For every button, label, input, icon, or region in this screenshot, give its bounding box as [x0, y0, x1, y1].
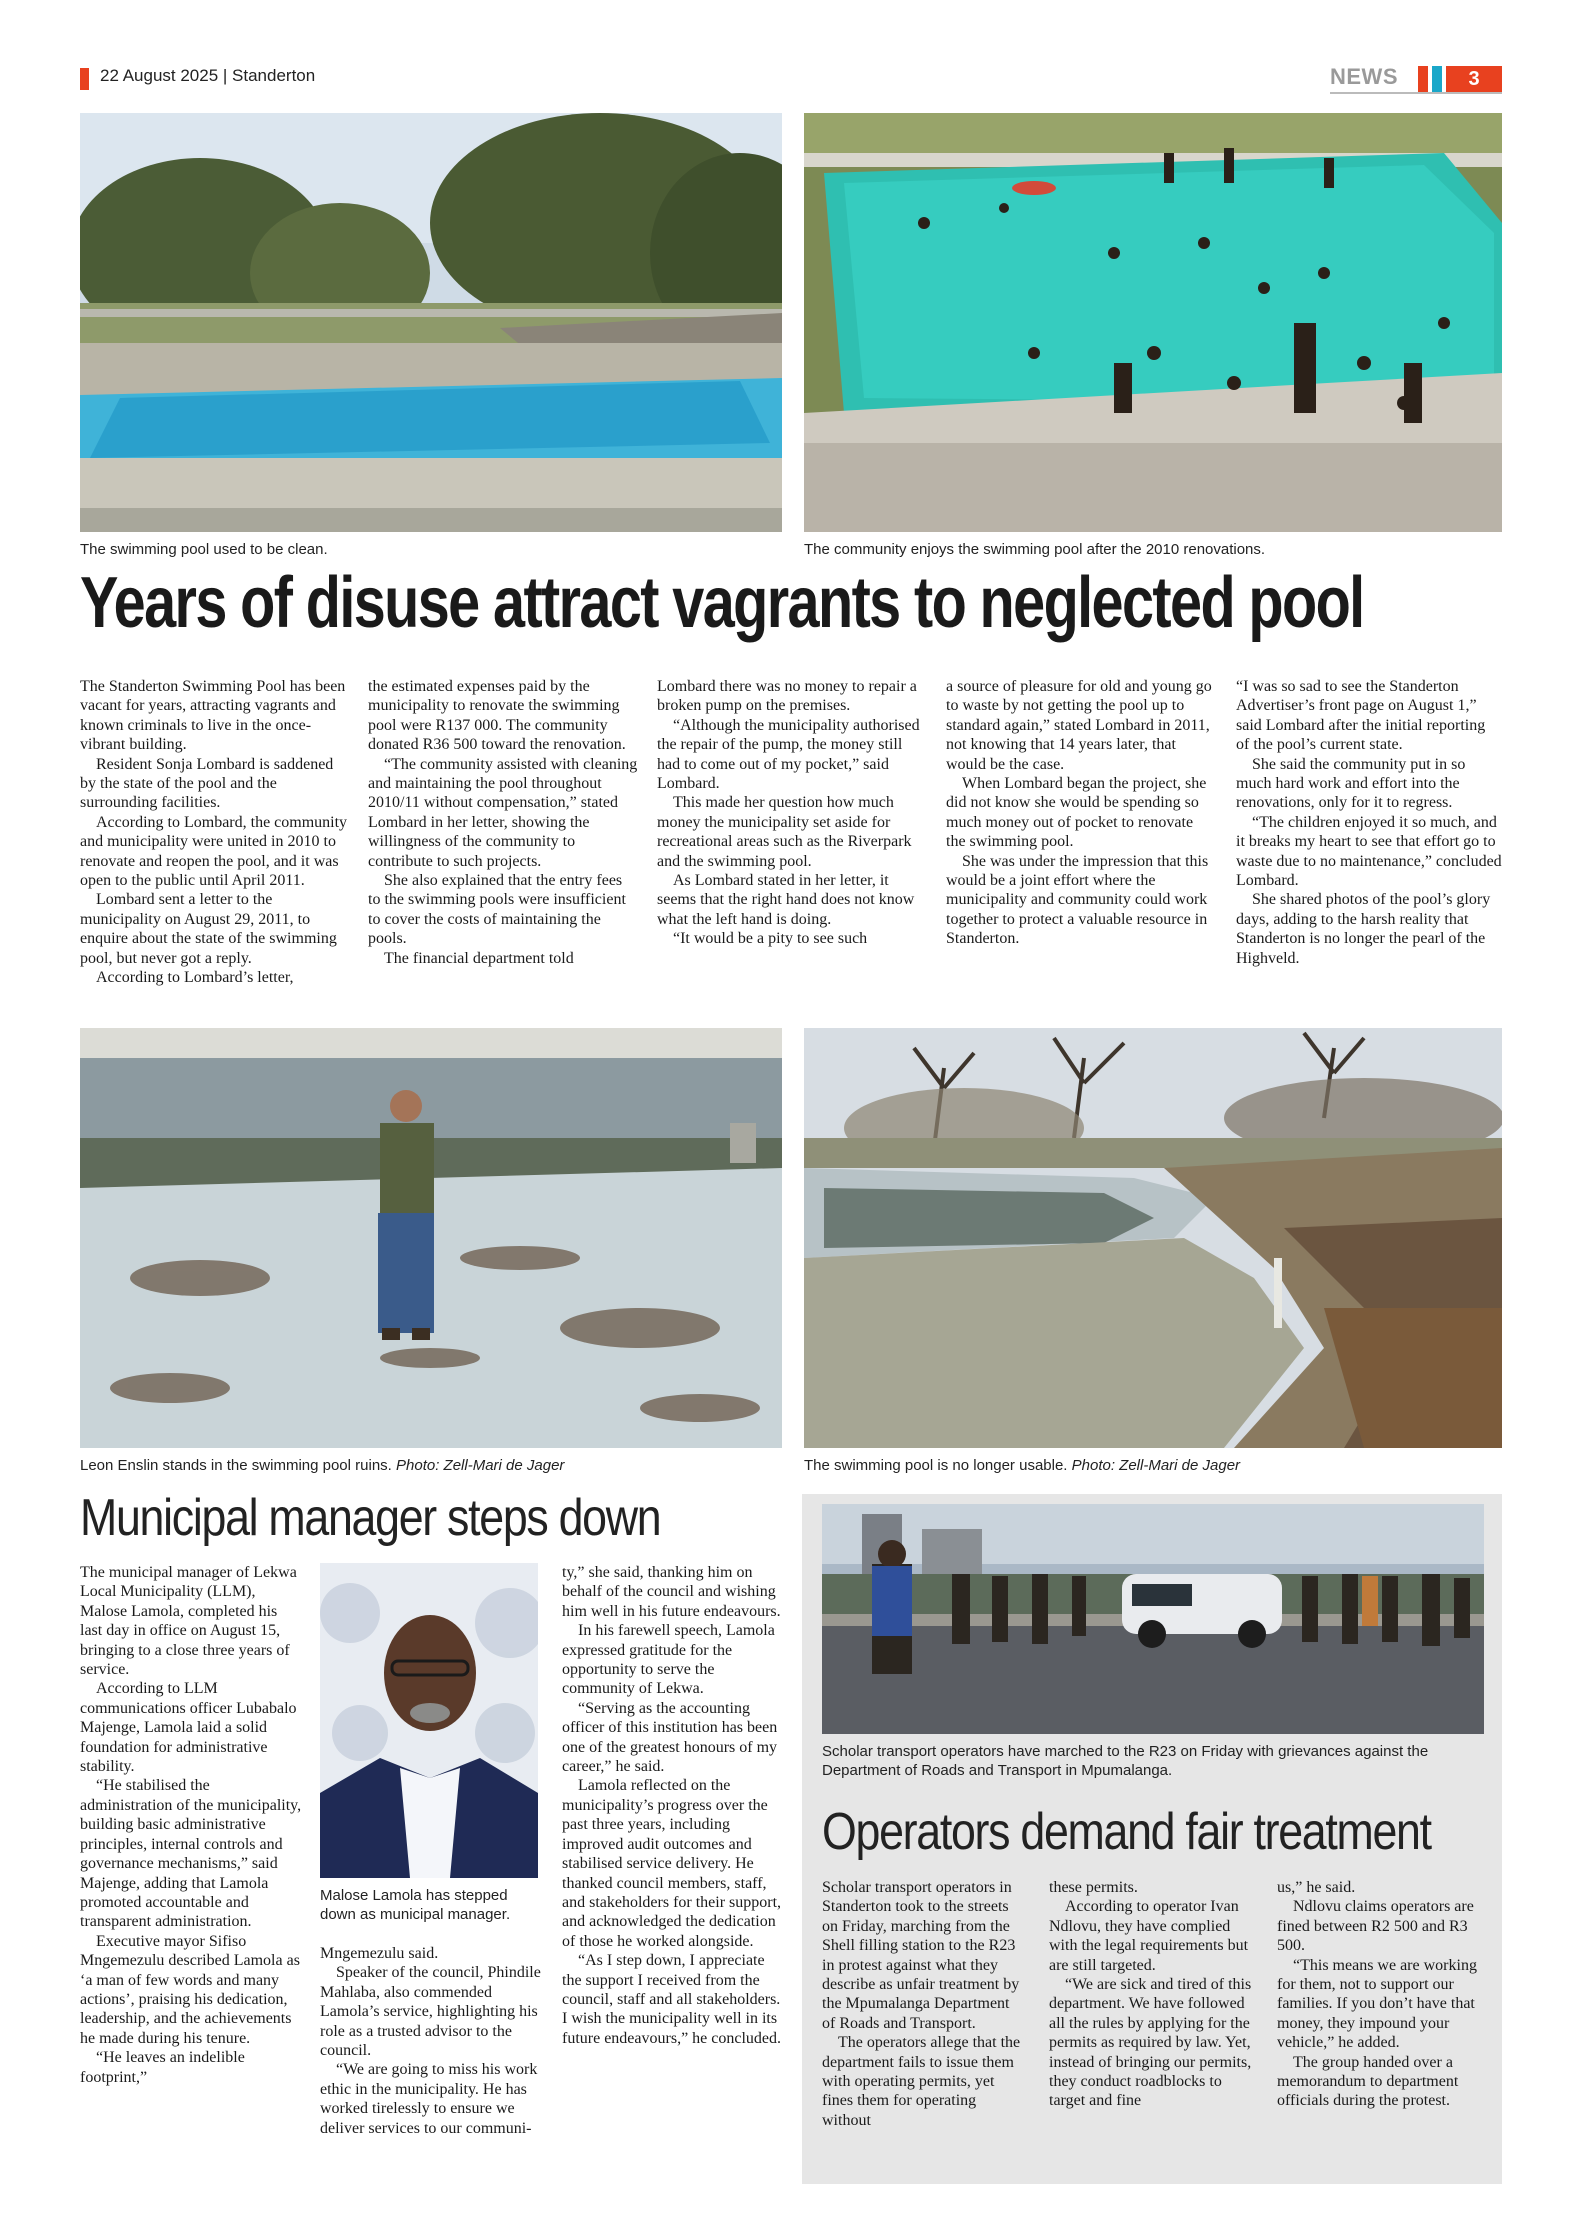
paragraph: The financial department told — [384, 949, 574, 967]
main-headline: Years of disuse attract vagrants to neglected pool — [80, 563, 1364, 643]
paragraph: “The community assisted with cleaning and maintaining the pool throughout 2010/11 without compensation,” stated Lombard in her letter, showing the willingness of the community to contribute to such projects. — [368, 755, 638, 870]
paragraph: The municipal manager of Lekwa Local Municipality (LLM), Malose Lamola, completed his last day in office on August 15, bringing to a close three years of service. — [80, 1564, 297, 1679]
operators-column-1 — [822, 1878, 1022, 2130]
paragraph: “Serving as the accounting officer of this institution has been one of the greatest honours of my career,” he said. — [562, 1699, 778, 1776]
paragraph: According to operator Ivan Ndlovu, they have complied with the legal requirements but are still targeted. — [1049, 1898, 1249, 1974]
photo-clean-pool — [80, 113, 782, 532]
photo-community-pool — [804, 113, 1502, 532]
operators-headline: Operators demand fair treatment — [822, 1803, 1431, 1861]
caption-community-pool: The community enjoys the swimming pool after the 2010 renovations. — [804, 541, 1266, 558]
caption-clean-pool: The swimming pool used to be clean. — [80, 541, 328, 558]
section-underline — [1330, 92, 1502, 94]
section-accent-cyan — [1432, 66, 1442, 92]
section-label: NEWS — [1330, 64, 1398, 89]
caption-operators: Scholar transport operators have marched to the R23 on Friday with grievances against the Department of Roads and Transport in Mpumalanga. — [822, 1743, 1429, 1779]
paragraph: According to Lombard, the community and municipality were united in 2010 to renovate and reopen the pool, and it was open to the public until April 2011. — [80, 813, 348, 890]
section-accent-red — [1418, 66, 1428, 92]
paragraph: Lombard sent a letter to the municipality on August 29, 2011, to enquire about the state of the swimming pool, but never got a reply. — [80, 891, 337, 967]
paragraph: Executive mayor Sifiso Mngemezulu described Lamola as ‘a man of few words and many actions’, praising his dedication, leadership, and the achievements he made during his tenure. — [80, 1932, 300, 2047]
main-story-column-2 — [368, 677, 638, 968]
main-story-column-4 — [946, 677, 1216, 949]
paragraph: Lombard there was no money to repair a broken pump on the premises. — [657, 678, 917, 715]
photo-lamola-portrait — [320, 1563, 538, 1878]
manager-column-2 — [320, 1944, 542, 2138]
paragraph: us,” he said. — [1277, 1879, 1356, 1896]
paragraph: Lamola reflected on the municipality’s progress over the past three years, including improved audit outcomes and stabilised service delivery. He thanked council members, staff, and stakeholders for their support, and acknowledged the dedication of those he worked alongside. — [562, 1777, 782, 1950]
paragraph: Speaker of the council, Phindile Mahlaba, also commended Lamola’s service, highlighting his role as a trusted advisor to the council. — [320, 1964, 541, 2060]
paragraph: According to Lombard’s letter, — [96, 969, 294, 987]
paragraph: the estimated expenses paid by the municipality to renovate the swimming pool were R137 000. The community donated R36 500 toward the renovation. — [368, 678, 626, 754]
caption-lamola: Malose Lamola has stepped down as municipal manager. — [320, 1887, 511, 1923]
paragraph: “He stabilised the administration of the municipality, building basic administrative principles, internal controls and governance mechanisms,” said Majenge, adding that Lamola promoted accountable and transparent administration. — [80, 1777, 302, 1931]
paragraph: This made her question how much money the municipality set aside for recreational areas such as the Riverpark and the swimming pool. — [657, 794, 912, 870]
paragraph: these permits. — [1049, 1879, 1138, 1896]
paragraph: The group handed over a memorandum to department officials during the protest. — [1277, 2053, 1459, 2110]
paragraph: The operators allege that the department fails to issue them with operating permits, yet fines them for operating without — [822, 2034, 1021, 2129]
operators-column-2 — [1049, 1878, 1253, 2111]
photo-credit: Photo: Zell-Mari de Jager — [396, 1457, 565, 1474]
paragraph: a source of pleasure for old and young go to waste by not getting the pool up to standard again,” stated Lombard in 2011, not knowing that 14 years later, that would be the case. — [946, 678, 1212, 773]
paragraph: She also explained that the entry fees to the swimming pools were insufficient to cover the costs of maintaining the pools. — [368, 872, 626, 948]
caption-text: Leon Enslin stands in the swimming pool ruins. — [80, 1457, 392, 1474]
caption-unusable — [804, 1456, 1502, 1475]
operators-column-3 — [1277, 1878, 1481, 2111]
paragraph: “We are sick and tired of this department. We have followed all the rules by applying for the permits as required by law. Yet, instead of bringing our permits, they conduct roadblocks to target and fine — [1049, 1976, 1252, 2110]
paragraph: She was under the impression that this would be a joint effort where the municipality and community could work together to protect a valuable resource in Standerton. — [946, 852, 1209, 948]
page-number: 3 — [1446, 66, 1502, 92]
manager-headline: Municipal manager steps down — [80, 1489, 661, 1547]
paragraph: The Standerton Swimming Pool has been vacant for years, attracting vagrants and known criminals to live in the once-vibrant building. — [80, 678, 346, 754]
photo-unusable-pool — [804, 1028, 1502, 1448]
paragraph: Resident Sonja Lombard is saddened by the state of the pool and the surrounding facilities. — [80, 755, 334, 812]
main-story-column-3 — [657, 677, 927, 949]
paragraph: She shared photos of the pool’s glory days, adding to the harsh reality that Standerton is no longer the pearl of the Highveld. — [1236, 891, 1491, 967]
header-accent-bar — [80, 68, 89, 90]
paragraph: “He leaves an indelible footprint,” — [80, 2049, 245, 2086]
photo-credit: Photo: Zell-Mari de Jager — [1071, 1457, 1241, 1474]
caption-enslin — [80, 1456, 782, 1475]
paragraph: “This means we are working for them, not to support our families. If you don’t have that money, they impound your vehicle,” he added. — [1277, 1956, 1477, 2052]
paragraph: “I was so sad to see the Standerton Advertiser’s front page on August 1,” said Lombard after the initial reporting of the pool’s current state. — [1236, 678, 1486, 754]
main-story-column-5 — [1236, 677, 1502, 968]
paragraph: When Lombard began the project, she did not know she would be spending so much money out of pocket to renovate the swimming pool. — [946, 775, 1207, 851]
paragraph: As Lombard stated in her letter, it seems that the right hand does not know what the left hand is doing. — [657, 872, 915, 928]
main-story-column-1 — [80, 677, 350, 988]
paragraph: In his farewell speech, Lamola expressed gratitude for the opportunity to serve the community of Lekwa. — [562, 1622, 775, 1698]
paragraph: Scholar transport operators in Standerton took to the streets on Friday, marching from the Shell filling station to the R23 in protest against what they describe as unfair treatment by the Mpumalanga Department of Roads and Transport. — [822, 1879, 1020, 2032]
photo-operators-protest — [822, 1504, 1484, 1734]
paragraph: “Although the municipality authorised the repair of the pump, the money still had to come out of my pocket,” said Lombard. — [657, 716, 920, 793]
paragraph: Ndlovu claims operators are fined between R2 500 and R3 500. — [1277, 1898, 1474, 1955]
paragraph: According to LLM communications officer Lubabalo Majenge, Lamola laid a solid foundation for administrative stability. — [80, 1680, 297, 1776]
paragraph: Mngemezulu said. — [320, 1945, 439, 1962]
paragraph: “We are going to miss his work ethic in the municipality. He has worked tirelessly to ensure we deliver services to our communi- — [320, 2061, 538, 2137]
paragraph: “It would be a pity to see such — [673, 930, 868, 948]
paragraph: ty,” she said, thanking him on behalf of the council and wishing him well in his future endeavours. — [562, 1564, 781, 1620]
paragraph: “As I step down, I appreciate the support I received from the council, staff and all stakeholders. I wish the municipality well in its future endeavours,” he concluded. — [562, 1952, 782, 2047]
manager-column-1 — [80, 1563, 302, 2087]
manager-column-3 — [562, 1563, 784, 2048]
paragraph: She said the community put in so much hard work and effort into the renovations, only for it to regress. — [1236, 755, 1466, 812]
paragraph: “The children enjoyed it so much, and it breaks my heart to see that effort go to waste due to no maintenance,” concluded Lombard. — [1236, 813, 1502, 890]
photo-enslin-ruins — [80, 1028, 782, 1448]
caption-text: The swimming pool is no longer usable. — [804, 1457, 1068, 1474]
dateline: 22 August 2025 | Standerton — [100, 66, 316, 85]
